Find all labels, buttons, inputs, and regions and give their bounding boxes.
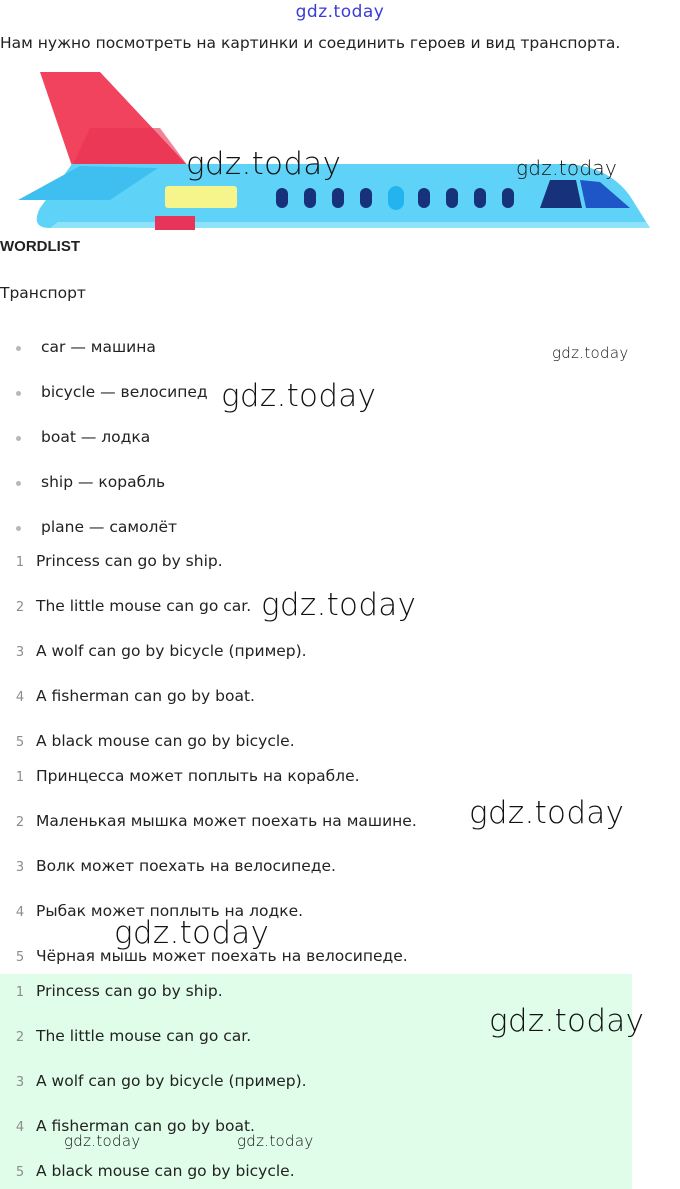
list-item: Маленькая мышка может поехать на машине. [36, 812, 417, 830]
list-number: 5 [15, 950, 25, 965]
wordlist-title: WORDLIST [0, 238, 80, 255]
list-number: 5 [15, 735, 25, 750]
list-item: The little mouse can go car. [36, 1027, 252, 1045]
list-number: 4 [15, 905, 25, 920]
watermark: gdz.today [261, 587, 417, 623]
list-number: 4 [15, 1120, 25, 1135]
list-number: 1 [15, 555, 25, 570]
site-logo[interactable]: gdz.today [295, 2, 385, 22]
watermark: gdz.today [237, 1132, 314, 1150]
watermark: gdz.today [64, 1132, 141, 1150]
list-item: A wolf can go by bicycle (пример). [36, 642, 307, 660]
wordlist-item: car — машина [41, 338, 156, 356]
list-item: A fisherman can go by boat. [36, 1117, 255, 1135]
intro-text: Нам нужно посмотреть на картинки и соединить героев и вид транспорта. [0, 34, 621, 52]
list-item: Чёрная мышь может поехать на велосипеде. [36, 947, 408, 965]
wordlist-item: plane — самолёт [41, 518, 178, 536]
list-item: Princess can go by ship. [36, 552, 223, 570]
bullet-dot [16, 481, 21, 486]
list-number: 2 [15, 815, 25, 830]
list-number: 4 [15, 690, 25, 705]
list-number: 2 [15, 600, 25, 615]
list-number: 5 [15, 1165, 25, 1180]
list-item: Рыбак может поплыть на лодке. [36, 902, 304, 920]
watermark: gdz.today [186, 146, 342, 182]
list-item: Принцесса может поплыть на корабле. [36, 767, 360, 785]
list-item: Princess can go by ship. [36, 982, 223, 1000]
list-item: Волк может поехать на велосипеде. [36, 857, 336, 875]
bullet-dot [16, 391, 21, 396]
watermark: gdz.today [114, 915, 270, 951]
list-number: 3 [15, 860, 25, 875]
section-title: Транспорт [0, 284, 86, 302]
watermark: gdz.today [221, 378, 377, 414]
watermark: gdz.today [469, 795, 625, 831]
list-item: A black mouse can go by bicycle. [36, 1162, 295, 1180]
bullet-dot [16, 526, 21, 531]
watermark: gdz.today [489, 1003, 645, 1039]
list-number: 3 [15, 645, 25, 660]
list-number: 3 [15, 1075, 25, 1090]
list-item: A wolf can go by bicycle (пример). [36, 1072, 307, 1090]
list-number: 1 [15, 770, 25, 785]
bullet-dot [16, 346, 21, 351]
list-item: The little mouse can go car. [36, 597, 252, 615]
list-number: 2 [15, 1030, 25, 1045]
list-item: A fisherman can go by boat. [36, 687, 255, 705]
list-number: 1 [15, 985, 25, 1000]
wordlist-item: ship — корабль [41, 473, 166, 491]
bullet-dot [16, 436, 21, 441]
wordlist-item: boat — лодка [41, 428, 151, 446]
list-item: A black mouse can go by bicycle. [36, 732, 295, 750]
watermark: gdz.today [552, 344, 629, 362]
watermark: gdz.today [516, 156, 618, 180]
wordlist-item: bicycle — велосипед [41, 383, 208, 401]
